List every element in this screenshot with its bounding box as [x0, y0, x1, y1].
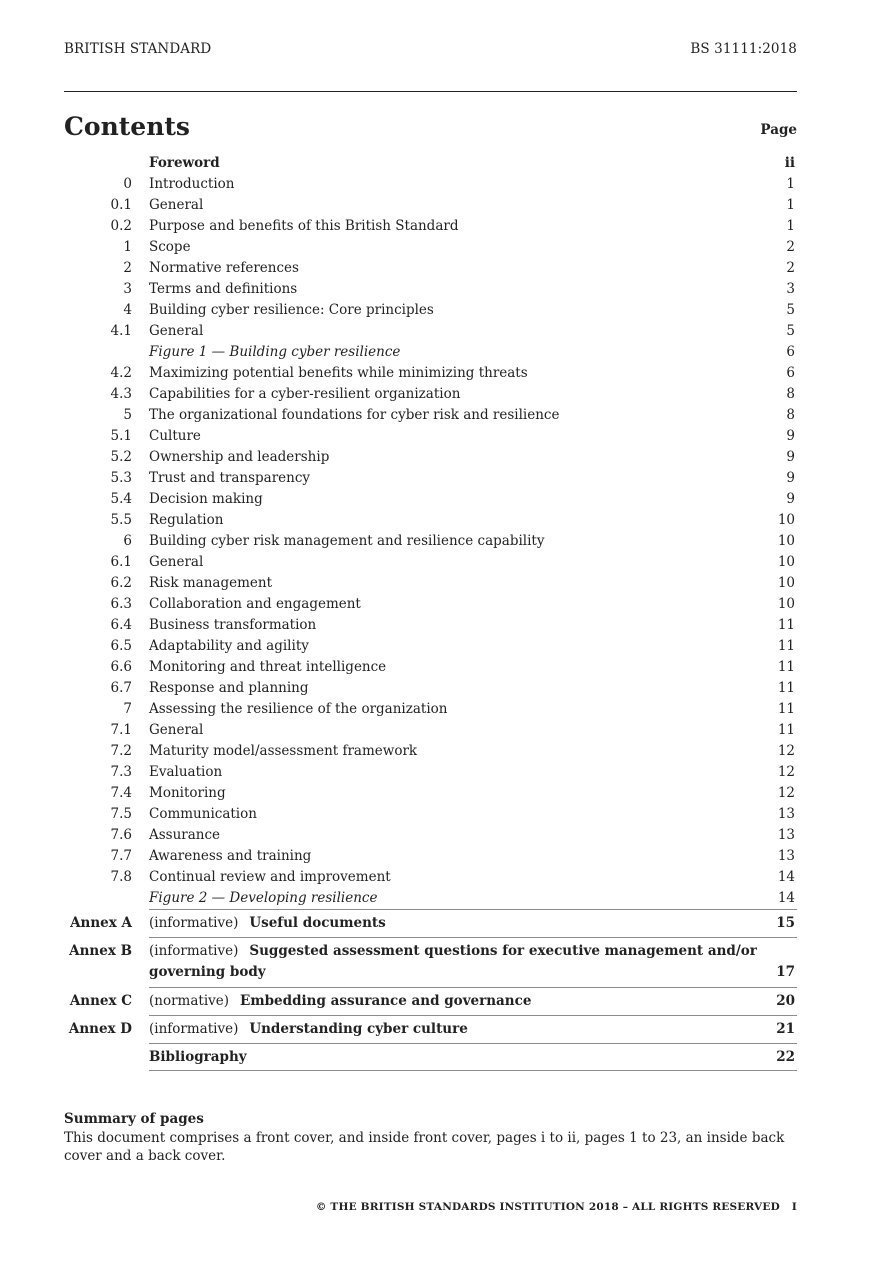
toc-title: Culture — [149, 428, 201, 444]
toc-title: Monitoring — [149, 785, 226, 801]
toc-page: 11 — [777, 722, 795, 738]
annex-title-line — [149, 943, 757, 959]
footer-copyright: © THE BRITISH STANDARDS INSTITUTION 2018 – ALL RIGHTS RESERVED — [315, 1201, 780, 1213]
toc-row — [64, 300, 797, 321]
toc-number: 3 — [123, 281, 132, 297]
toc-page: 10 — [777, 575, 795, 591]
toc-number: 5 — [123, 407, 132, 423]
annex-title: Understanding cyber culture — [249, 1021, 468, 1037]
annex-title: Embedding assurance and governance — [240, 993, 532, 1009]
toc-row — [64, 279, 797, 300]
toc-number: 5.1 — [110, 428, 132, 444]
toc-title: Building cyber risk management and resilience capability — [149, 533, 545, 549]
toc-row — [64, 426, 797, 447]
annex-label: Annex D — [68, 1021, 132, 1037]
toc-page: 9 — [786, 491, 795, 507]
toc-page: 5 — [786, 302, 795, 318]
toc-page: 12 — [777, 743, 795, 759]
toc-page: 12 — [777, 764, 795, 780]
toc-title: Assurance — [149, 827, 221, 843]
toc-row — [64, 636, 797, 657]
toc-row — [64, 720, 797, 741]
toc-number: 4.1 — [110, 323, 132, 339]
toc-page: 1 — [786, 218, 795, 234]
toc-number: 5.3 — [110, 470, 132, 486]
toc-title: Communication — [149, 806, 257, 822]
annex-divider — [149, 987, 797, 988]
toc-page: 11 — [777, 701, 795, 717]
annex-page: 21 — [776, 1021, 795, 1037]
toc-title: Monitoring and threat intelligence — [149, 659, 387, 675]
toc-title: General — [149, 554, 204, 570]
toc-row — [64, 804, 797, 825]
toc-number: 7.1 — [110, 722, 132, 738]
contents-bottom-rule — [149, 1070, 797, 1071]
running-header-right: BS 31111:2018 — [690, 41, 797, 57]
toc-title: Figure 2 — Developing resilience — [149, 890, 378, 906]
toc-row — [64, 174, 797, 195]
toc-title: Awareness and training — [149, 848, 312, 864]
toc-row — [64, 825, 797, 846]
toc-page: 10 — [777, 512, 795, 528]
toc-row — [64, 678, 797, 699]
toc-number: 2 — [123, 260, 132, 276]
toc-number: 0.1 — [110, 197, 132, 213]
toc-page: 2 — [786, 260, 795, 276]
toc-title: Evaluation — [149, 764, 223, 780]
summary-title: Summary of pages — [64, 1111, 204, 1127]
toc-page: 3 — [786, 281, 795, 297]
running-header-left: BRITISH STANDARD — [64, 41, 212, 57]
page-title: Contents — [64, 112, 191, 141]
toc-row — [64, 783, 797, 804]
toc-page: 10 — [777, 554, 795, 570]
toc-number: 7.2 — [110, 743, 132, 759]
toc-title: Ownership and leadership — [149, 449, 330, 465]
annex-title: Suggested assessment questions for executive management and/or — [249, 943, 757, 959]
toc-number: 0 — [123, 176, 132, 192]
toc-page: 8 — [786, 386, 795, 402]
toc-row — [64, 237, 797, 258]
toc-row — [64, 510, 797, 531]
toc-number: 7.7 — [110, 848, 132, 864]
toc-number: 4 — [123, 302, 132, 318]
toc-page: 13 — [777, 827, 795, 843]
toc-title: Building cyber resilience: Core principles — [149, 302, 434, 318]
bibliography-row — [64, 1043, 797, 1071]
toc-row — [64, 321, 797, 342]
toc-page: 6 — [786, 344, 795, 360]
toc-number: 6 — [123, 533, 132, 549]
toc-title: Risk management — [149, 575, 273, 591]
annex-page: 20 — [776, 993, 795, 1009]
toc-row — [64, 258, 797, 279]
annex-kind: (informative) — [149, 915, 239, 931]
toc-page: 10 — [777, 596, 795, 612]
toc-title: General — [149, 722, 204, 738]
annex-page: 15 — [776, 915, 795, 931]
toc-number: 7.4 — [110, 785, 132, 801]
toc-title: Capabilities for a cyber-resilient organization — [149, 386, 461, 402]
toc-number: 6.6 — [110, 659, 132, 675]
toc-title: Adaptability and agility — [149, 638, 309, 654]
toc-number: 6.1 — [110, 554, 132, 570]
toc-page: 2 — [786, 239, 795, 255]
page-footer — [316, 1201, 797, 1213]
footer-page-number: I — [791, 1201, 797, 1213]
toc-title: Business transformation — [149, 617, 317, 633]
toc-row — [64, 657, 797, 678]
bibliography-divider — [149, 1043, 797, 1044]
toc-page: 6 — [786, 365, 795, 381]
bibliography-title: Bibliography — [149, 1049, 247, 1065]
toc-row — [64, 552, 797, 573]
annex-label: Annex C — [69, 993, 132, 1009]
toc-page: 9 — [786, 449, 795, 465]
annex-title-line — [149, 915, 386, 931]
toc-row — [64, 867, 797, 888]
toc-row — [64, 153, 797, 174]
toc-row — [64, 531, 797, 552]
toc-number: 5.4 — [110, 491, 132, 507]
toc-title: Maximizing potential benefits while minimizing threats — [149, 365, 528, 381]
toc-title: Continual review and improvement — [149, 869, 391, 885]
toc-title: General — [149, 197, 204, 213]
toc-row — [64, 384, 797, 405]
toc-row — [64, 342, 797, 363]
toc-page: 13 — [777, 806, 795, 822]
annex-kind: (informative) — [149, 943, 239, 959]
annex-title-line — [149, 993, 531, 1009]
toc-title: Foreword — [149, 155, 220, 171]
toc-page: 10 — [777, 533, 795, 549]
toc-row — [64, 846, 797, 867]
toc-row — [64, 888, 797, 909]
toc-page: 1 — [786, 176, 795, 192]
toc-title: Regulation — [149, 512, 224, 528]
annex-label: Annex A — [70, 915, 132, 931]
toc-number: 4.2 — [110, 365, 132, 381]
toc-page: 11 — [777, 659, 795, 675]
toc-title: Decision making — [149, 491, 263, 507]
toc-title: The organizational foundations for cyber risk and resilience — [149, 407, 560, 423]
annex-label: Annex B — [69, 943, 132, 959]
annex-kind: (normative) — [149, 993, 230, 1009]
toc-number: 1 — [123, 239, 132, 255]
annex-title-line — [149, 1021, 468, 1037]
toc-title: Terms and definitions — [149, 281, 298, 297]
toc-title: Figure 1 — Building cyber resilience — [149, 344, 401, 360]
toc-page: 8 — [786, 407, 795, 423]
toc-number: 5.5 — [110, 512, 132, 528]
toc-number: 6.3 — [110, 596, 132, 612]
toc-row — [64, 363, 797, 384]
toc-row — [64, 762, 797, 783]
annex-title-continued: governing body — [149, 964, 266, 980]
toc-title: General — [149, 323, 204, 339]
toc-page: 11 — [777, 680, 795, 696]
toc-number: 5.2 — [110, 449, 132, 465]
annex-row — [64, 909, 797, 937]
toc-number: 7.6 — [110, 827, 132, 843]
header-rule — [64, 91, 797, 92]
table-of-contents — [64, 153, 797, 1071]
toc-row — [64, 216, 797, 237]
toc-title: Introduction — [149, 176, 235, 192]
page-column-label: Page — [760, 122, 797, 138]
toc-page: ii — [784, 155, 795, 171]
toc-page: 5 — [786, 323, 795, 339]
toc-number: 7.5 — [110, 806, 132, 822]
bibliography-page: 22 — [776, 1049, 795, 1065]
toc-number: 0.2 — [110, 218, 132, 234]
toc-title: Maturity model/assessment framework — [149, 743, 418, 759]
annex-row — [64, 1015, 797, 1043]
toc-row — [64, 741, 797, 762]
toc-row — [64, 405, 797, 426]
toc-number: 7.8 — [110, 869, 132, 885]
toc-row — [64, 699, 797, 720]
toc-page: 13 — [777, 848, 795, 864]
toc-row — [64, 447, 797, 468]
annex-title: Useful documents — [249, 915, 386, 931]
toc-page: 11 — [777, 617, 795, 633]
toc-number: 7 — [123, 701, 132, 717]
annex-divider — [149, 909, 797, 910]
toc-row — [64, 195, 797, 216]
annex-page: 17 — [776, 964, 795, 980]
toc-number: 4.3 — [110, 386, 132, 402]
toc-page: 14 — [777, 869, 795, 885]
toc-number: 6.4 — [110, 617, 132, 633]
toc-page: 9 — [786, 428, 795, 444]
toc-number: 6.5 — [110, 638, 132, 654]
toc-row — [64, 489, 797, 510]
toc-number: 7.3 — [110, 764, 132, 780]
annex-row — [64, 937, 797, 987]
summary-text: This document comprises a front cover, and inside front cover, pages i to ii, pages 1 to 23, an inside back cover and a back cover. — [64, 1130, 785, 1164]
toc-title: Purpose and benefits of this British Standard — [149, 218, 459, 234]
annex-divider — [149, 937, 797, 938]
toc-title: Trust and transparency — [149, 470, 311, 486]
annex-row — [64, 987, 797, 1015]
toc-row — [64, 573, 797, 594]
toc-page: 14 — [777, 890, 795, 906]
toc-title: Collaboration and engagement — [149, 596, 361, 612]
toc-page: 12 — [777, 785, 795, 801]
toc-row — [64, 468, 797, 489]
toc-page: 9 — [786, 470, 795, 486]
toc-row — [64, 615, 797, 636]
toc-page: 11 — [777, 638, 795, 654]
toc-row — [64, 594, 797, 615]
toc-number: 6.7 — [110, 680, 132, 696]
toc-title: Normative references — [149, 260, 299, 276]
toc-title: Assessing the resilience of the organization — [149, 701, 448, 717]
annex-kind: (informative) — [149, 1021, 239, 1037]
toc-page: 1 — [786, 197, 795, 213]
toc-title: Response and planning — [149, 680, 309, 696]
toc-title: Scope — [149, 239, 191, 255]
toc-number: 6.2 — [110, 575, 132, 591]
annex-divider — [149, 1015, 797, 1016]
